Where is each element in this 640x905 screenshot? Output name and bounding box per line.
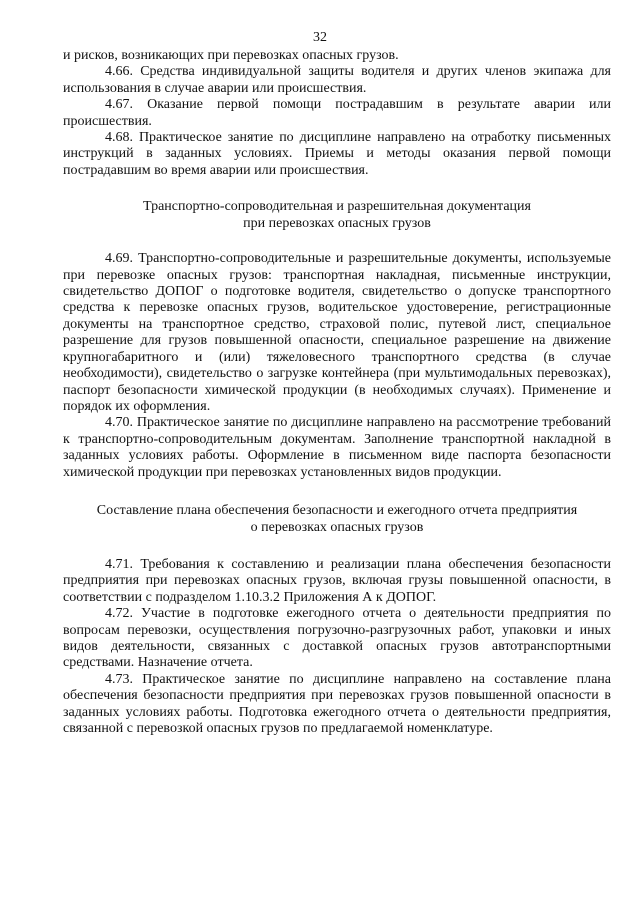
section-heading-safety-plan [63, 502, 611, 536]
page-content [63, 48, 611, 737]
paragraph-4-68: 4.68. Практическое занятие по дисциплине направлено на отработку письменных инструкций в заданных условиях. Приемы и методы оказания первой помощи пострадавшим во время аварии или происшествия. [63, 130, 611, 178]
section-heading-line: при перевозках опасных грузов [243, 216, 431, 232]
paragraph-4-66: 4.66. Средства индивидуальной защиты водителя и других членов экипажа для использования в случае аварии или происшествия. [63, 64, 611, 96]
paragraph-4-69: 4.69. Транспортно-сопроводительные и разрешительные документы, используемые при перевозке опасных грузов: транспортная накладная, письменные инструкции, свидетельство ДОПОГ о подготовке водителя, свидетельство о допуске транспортного средства к перевозке опасных грузов, водительское удостоверение, регистрационные документы на транспортное средство, страховой полис, путевой лист, специальное разрешение для грузов повышенной опасности, специальное разрешение на движение крупногабаритного и (или) тяжеловесного транспортного средства (в случае необходимости), свидетельство о загрузке контейнера (при мультимодальных перевозках), паспорт безопасности химической продукции (в необходимых случаях). Применение и порядок их оформления. [63, 251, 611, 414]
paragraph-4-71: 4.71. Требования к составлению и реализации плана обеспечения безопасности предприятия при перевозках опасных грузов, включая грузы повышенной опасности, в соответствии с подразделом 1.10.3.2 Приложения А к ДОПОГ. [63, 556, 611, 605]
paragraph-4-73: 4.73. Практическое занятие по дисциплине направлено на составление плана обеспечения безопасности предприятия при перевозках грузов повышенной опасности в заданных условиях работы. Подготовка ежегодного отчета о деятельности предприятия, связанной с перевозкой опасных грузов по предлагаемой номенклатуре. [63, 671, 611, 736]
section-heading-line: Транспортно-сопроводительная и разрешительная документация [143, 199, 531, 215]
section-heading-documentation [63, 198, 611, 232]
page-number: 32 [313, 30, 327, 45]
paragraph-4-70: 4.70. Практическое занятие по дисциплине направлено на рассмотрение требований к транспортно-сопроводительным документам. Заполнение транспортной накладной в заданных условиях работы. Оформление в письменном виде паспорта безопасности химической продукции при перевозках установленных видов продукции. [63, 415, 611, 480]
paragraph-4-67: 4.67. Оказание первой помощи пострадавшим в результате аварии или происшествия. [63, 97, 611, 129]
paragraph-4-72: 4.72. Участие в подготовке ежегодного отчета о деятельности предприятия по вопросам перевозки, осуществления погрузочно-разгрузочных работ, упаковки и иных видов деятельности, связанных с доставкой опасных грузов автотранспортными средствами. Назначение отчета. [63, 606, 611, 671]
paragraph-continuation: и рисков, возникающих при перевозках опасных грузов. [63, 48, 399, 63]
section-heading-line: о перевозках опасных грузов [250, 519, 424, 535]
section-heading-line: Составление плана обеспечения безопасности и ежегодного отчета предприятия [96, 502, 578, 518]
